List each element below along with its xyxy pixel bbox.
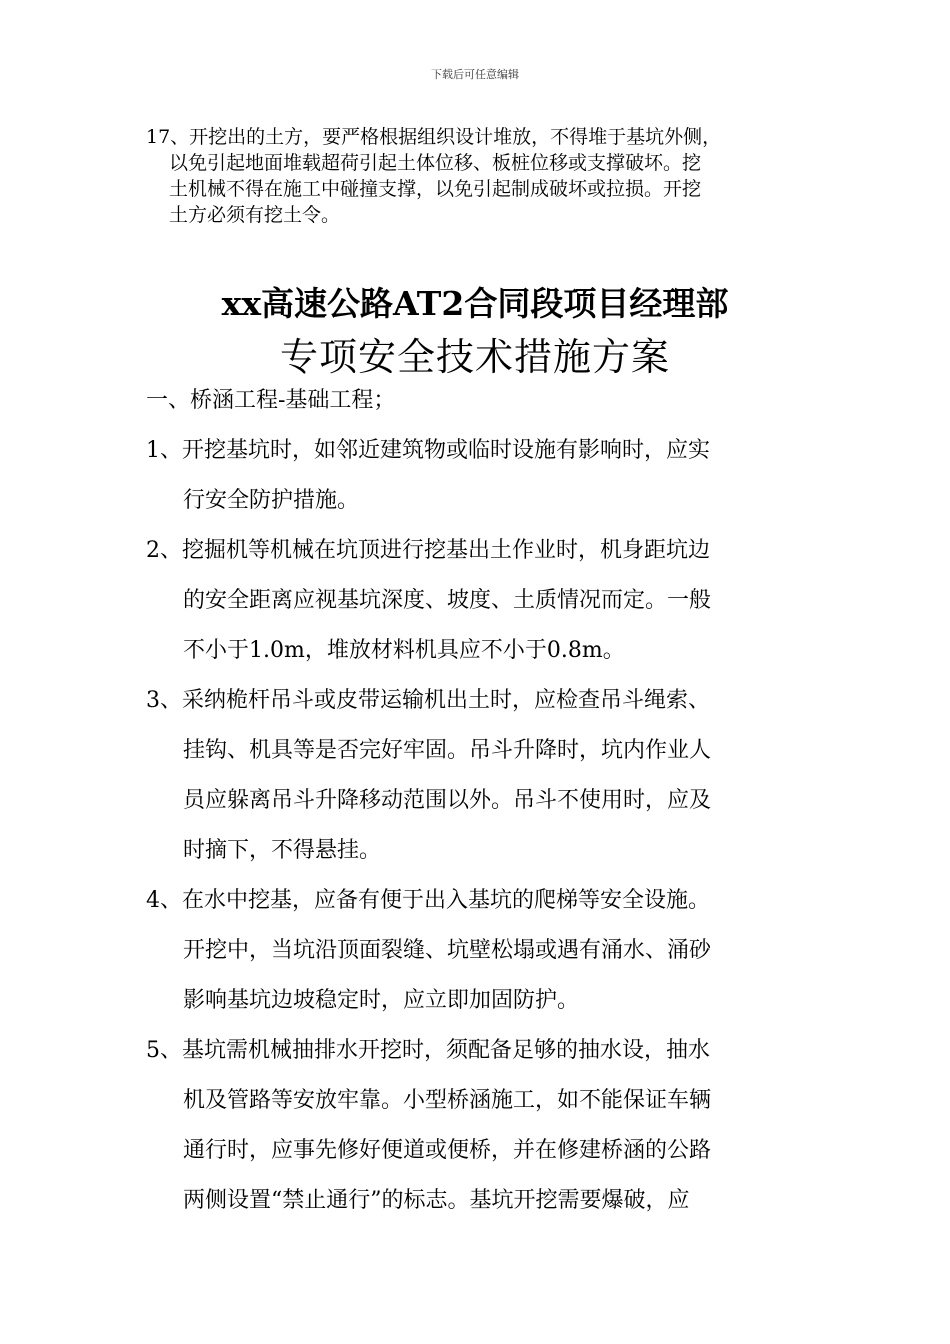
list-item-line: 两侧设置“禁止通行”的标志。基坑开挖需要爆破，应 [183, 1188, 690, 1213]
list-item-line: 开挖中，当坑沿顶面裂缝、坑壁松塌或遇有涌水、涌砂 [183, 938, 712, 963]
list-item-5 [146, 1026, 826, 1226]
list-item-1 [146, 426, 826, 526]
list-item-line: 挂钩、机具等是否完好牢固。吊斗升降时，坑内作业人 [183, 738, 712, 763]
list-item-line: 机及管路等安放牢靠。小型桥涵施工，如不能保证车辆 [183, 1088, 712, 1113]
intro-line: 17、开挖出的土方，要严格根据组织设计堆放，不得堆于基坑外侧， [146, 126, 722, 148]
document-subtitle: 专项安全技术措施方案 [279, 335, 670, 379]
document-body [146, 376, 826, 1226]
document-title: xx高速公路AT2合同段项目经理部 [221, 284, 729, 323]
list-item-line: 通行时，应事先修好便道或便桥，并在修建桥涵的公路 [183, 1138, 712, 1163]
list-item-line: 不小于1.0m，堆放材料机具应不小于0.8m。 [183, 638, 625, 663]
section-heading: 一、桥涵工程-基础工程； [146, 388, 396, 413]
list-item-3 [146, 676, 826, 876]
list-item-line: 时摘下，不得悬挂。 [183, 838, 382, 863]
intro-line: 土机械不得在施工中碰撞支撑，以免引起制成破坏或拉损。开挖 [169, 178, 702, 200]
intro-line: 土方必须有挖土令。 [169, 204, 341, 226]
list-item-line: 影响基坑边坡稳定时，应立即加固防护。 [183, 988, 580, 1013]
list-item-line: 的安全距离应视基坑深度、坡度、土质情况而定。一般 [183, 588, 712, 613]
list-item-line: 1、开挖基坑时，如邻近建筑物或临时设施有影响时，应实 [146, 438, 710, 463]
list-item-line: 行安全防护措施。 [183, 488, 360, 513]
intro-line: 以免引起地面堆载超荷引起土体位移、板桩位移或支撑破坏。挖 [169, 152, 702, 174]
list-item-2 [146, 526, 826, 676]
list-item-line: 4、在水中挖基，应备有便于出入基坑的爬梯等安全设施。 [146, 888, 710, 913]
list-item-line: 3、采纳桅杆吊斗或皮带运输机出土时，应检查吊斗绳索、 [146, 688, 710, 713]
list-item-line: 5、基坑需机械抽排水开挖时，须配备足够的抽水设，抽水 [146, 1038, 710, 1063]
intro-paragraph [146, 124, 826, 228]
list-item-4 [146, 876, 826, 1026]
header-note: 下载后可任意编辑 [431, 68, 519, 81]
list-item-line: 2、挖掘机等机械在坑顶进行挖基出土作业时，机身距坑边 [146, 538, 710, 563]
list-item-line: 员应躲离吊斗升降移动范围以外。吊斗不使用时，应及 [183, 788, 712, 813]
